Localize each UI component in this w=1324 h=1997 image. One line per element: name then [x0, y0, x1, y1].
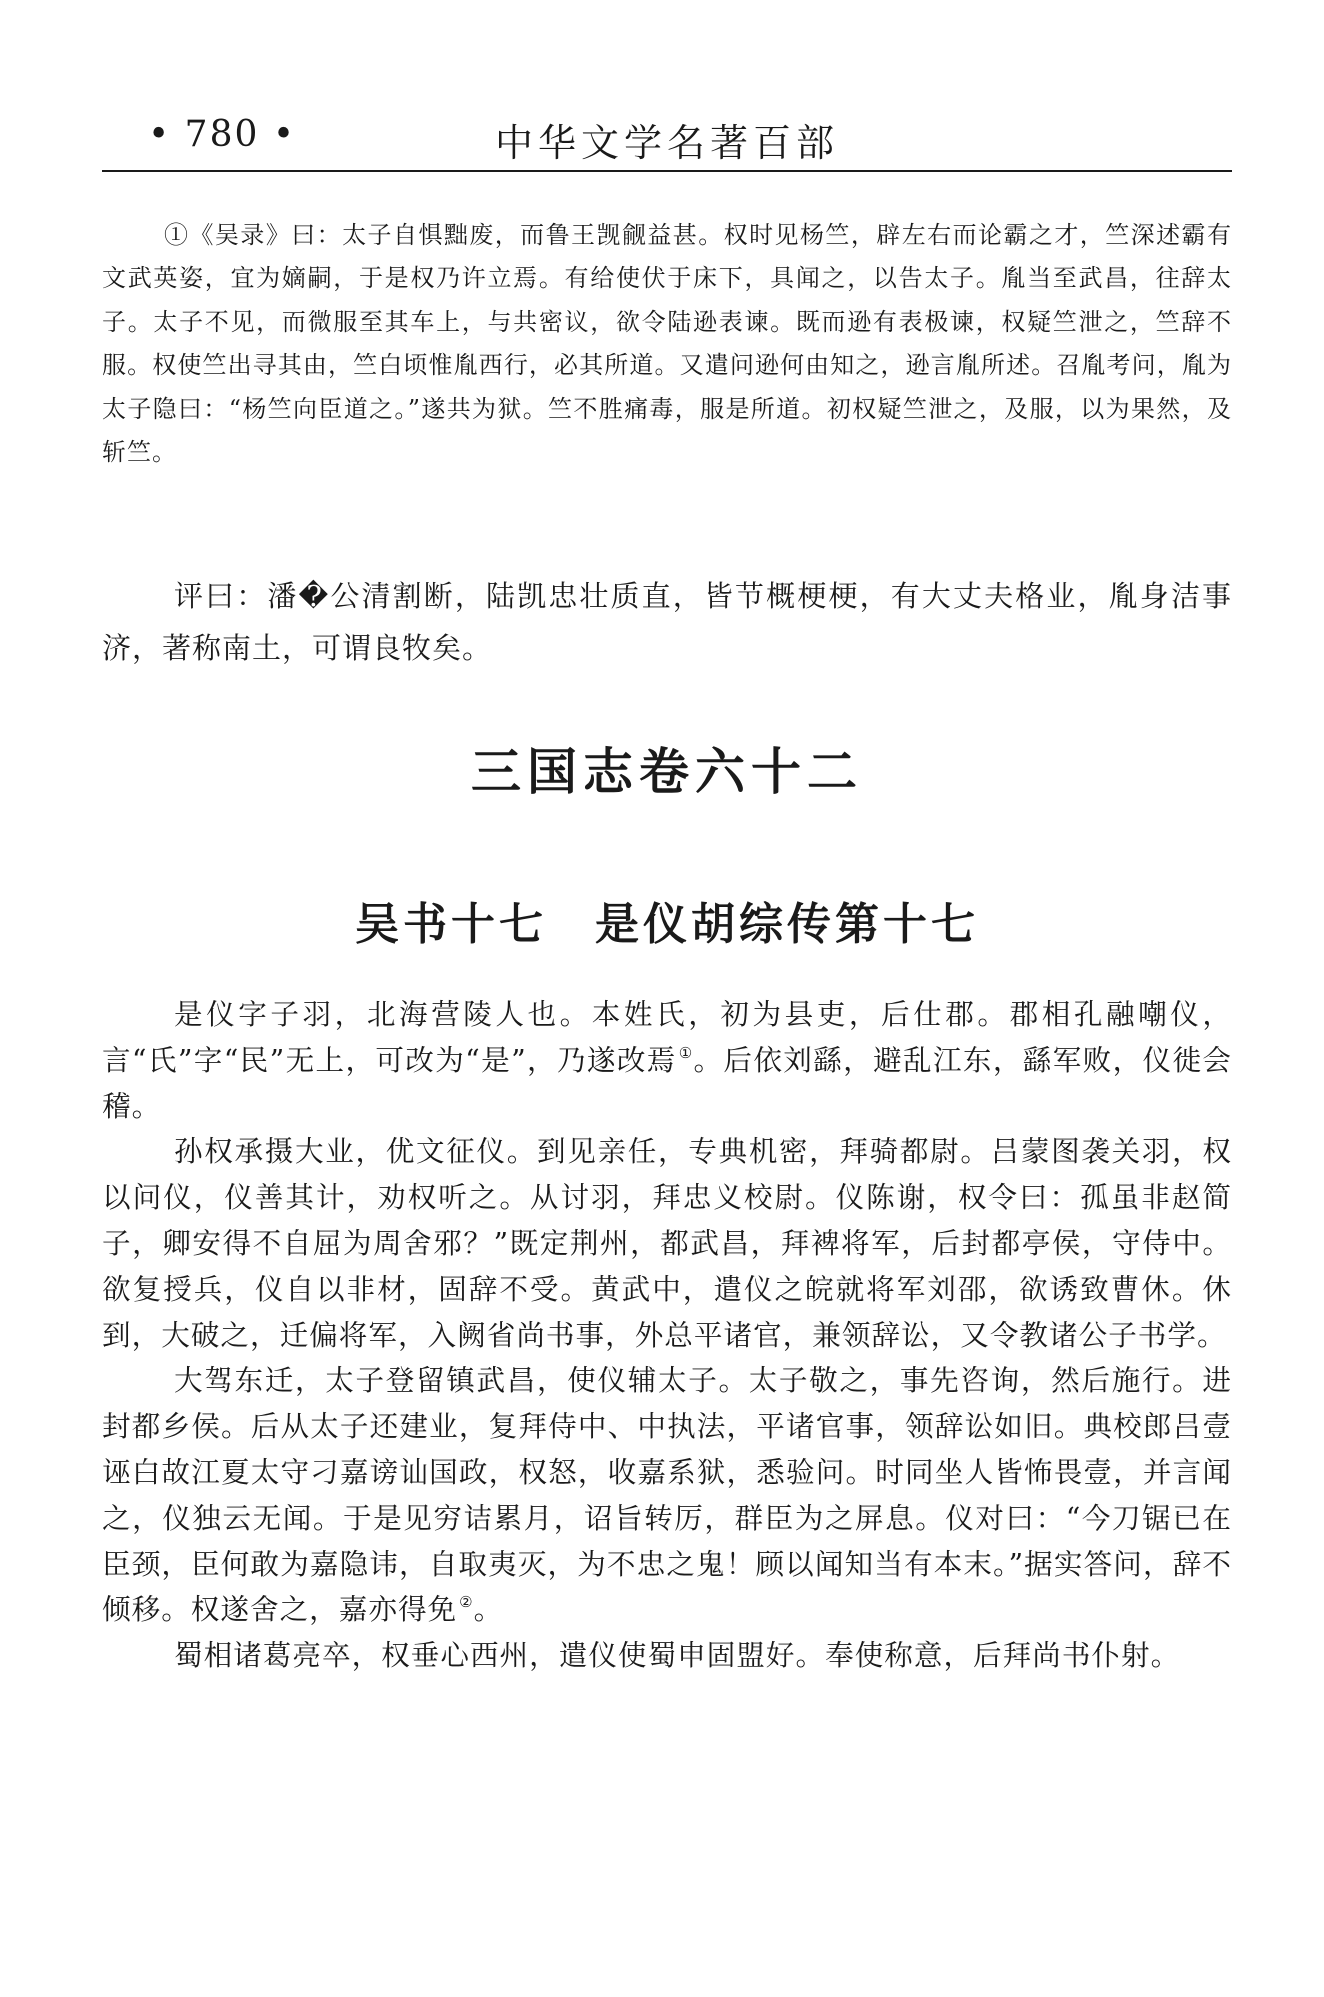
- running-title: 中华文学名著百部: [494, 121, 839, 165]
- body-text: [102, 992, 1232, 1679]
- paragraph-text: 。后依刘繇，避乱江东，繇军败，仪徙会稽。: [102, 1042, 1232, 1123]
- chapter-title: 吴书十七 是仪胡综传第十七: [355, 899, 979, 950]
- paragraph-text: 蜀相诸葛亮卒，权垂心西州，遣仪使蜀申固盟好。奉使称意，后拜尚书仆射。: [174, 1638, 1181, 1673]
- page-number: • 780 •: [148, 114, 297, 155]
- historian-comment: 评曰：潘�公清割断，陆凯忠壮质直，皆节概梗梗，有大丈夫格业，胤身洁事济，著称南土，可谓良牧矣。: [102, 579, 1232, 665]
- volume-title: 三国志卷六十二: [471, 743, 863, 801]
- body-paragraph: [102, 1129, 1232, 1358]
- paragraph-text: 。: [473, 1592, 504, 1627]
- header-rule: [102, 170, 1232, 172]
- page-header: [102, 108, 1232, 168]
- body-paragraph: [102, 992, 1232, 1129]
- paragraph-text: 大驾东迁，太子登留镇武昌，使仪辅太子。太子敬之，事先咨询，然后施行。进封都乡侯。后从太子还建业，复拜侍中、中执法，平诸官事，领辞讼如旧。典校郎吕壹诬白故江夏太守刁嘉谤讪国政，权怒，收嘉系狱，悉验问。时同坐人皆怖畏壹，并言闻之，仪独云无闻。于是见穷诘累月，诏旨转厉，群臣为之屏息。仪对曰：“今刀锯已在臣颈，臣何敢为嘉隐讳，自取夷灭，为不忠之鬼！顾以闻知当有本末。”据实答问，辞不倾移。权遂舍之，嘉亦得免: [102, 1363, 1232, 1627]
- footnote-marker[interactable]: ②: [459, 1593, 474, 1612]
- footnote-marker[interactable]: ①: [678, 1043, 694, 1062]
- footnote-block: ①《吴录》曰：太子自惧黜废，而鲁王觊觎益甚。权时见杨竺，辟左右而论霸之才，竺深述霸有文武英姿，宜为嫡嗣，于是权乃许立焉。有给使伏于床下，具闻之，以告太子。胤当至武昌，往辞太子。太子不见，而微服至其车上，与共密议，欲令陆逊表谏。既而逊有表极谏，权疑竺泄之，竺辞不服。权使竺出寻其由，竺白顷惟胤西行，必其所道。又遣问逊何由知之，逊言胤所述。召胤考问，胤为太子隐曰：“杨竺向臣道之。”遂共为狱。竺不胜痛毒，服是所道。初权疑竺泄之，及服，以为果然，及斩竺。: [102, 221, 1232, 467]
- body-paragraph: [102, 1633, 1232, 1679]
- paragraph-text: 孙权承摄大业，优文征仪。到见亲任，专典机密，拜骑都尉。吕蒙图袭关羽，权以问仪，仪善其计，劝权听之。从讨羽，拜忠义校尉。仪陈谢，权令曰：孤虽非赵简子，卿安得不自屈为周舍邪？”既定荆州，都武昌，拜裨将军，后封都亭侯，守侍中。欲复授兵，仪自以非材，固辞不受。黄武中，遣仪之皖就将军刘邵，欲诱致曹休。休到，大破之，迁偏将军，入阙省尚书事，外总平诸官，兼领辞讼，又令教诸公子书学。: [102, 1134, 1232, 1352]
- body-paragraph: [102, 1358, 1232, 1633]
- paragraph-text: 是仪字子羽，北海营陵人也。本姓氏，初为县吏，后仕郡。郡相孔融嘲仪，言“氏”字“民”无上，可改为“是”，乃遂改焉: [102, 997, 1232, 1077]
